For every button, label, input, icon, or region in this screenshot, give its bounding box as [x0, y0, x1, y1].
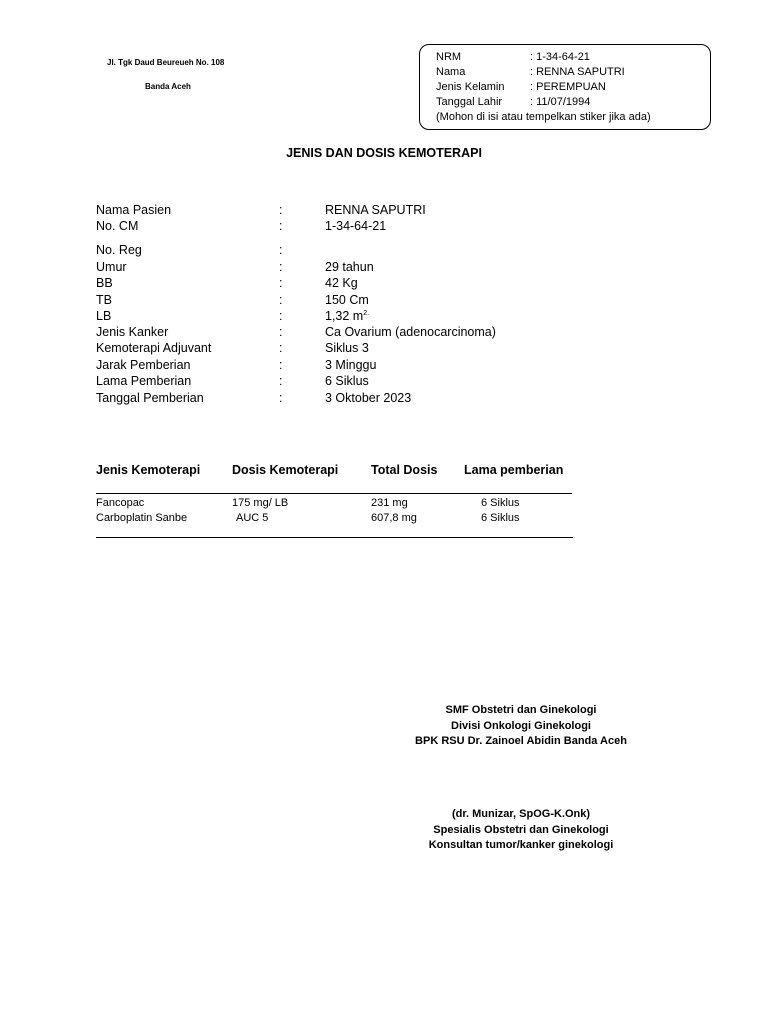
info-value: 3 Minggu: [325, 358, 377, 372]
info-value: RENNA SAPUTRI: [325, 203, 426, 217]
table-cell: AUC 5: [236, 512, 269, 524]
info-value-superscript: 2.: [363, 310, 370, 317]
document-title: JENIS DAN DOSIS KEMOTERAPI: [286, 146, 482, 160]
info-label: Jenis Kanker: [96, 325, 169, 339]
patient-box-row: [436, 95, 590, 110]
patient-box-label: Nama: [436, 66, 466, 78]
info-separator: :: [279, 276, 283, 290]
info-separator: :: [279, 358, 283, 372]
info-label: Lama Pemberian: [96, 374, 192, 388]
department-block: [380, 703, 662, 750]
patient-box-label: NRM: [436, 51, 462, 63]
patient-box-row: [436, 65, 625, 80]
patient-box-value: : PEREMPUAN: [530, 81, 606, 93]
table-top-rule: [96, 493, 572, 494]
info-value: 150 Cm: [325, 293, 369, 307]
table-header-jenis: Jenis Kemoterapi: [96, 463, 201, 477]
info-label: Tanggal Pemberian: [96, 391, 204, 405]
info-value-text: 1,32 m: [325, 309, 364, 323]
table-cell: 231 mg: [371, 497, 408, 509]
info-label: LB: [96, 309, 112, 323]
table-cell: 607,8 mg: [371, 512, 417, 524]
info-separator: :: [279, 203, 283, 217]
info-separator: :: [279, 374, 283, 388]
info-value: [325, 308, 369, 324]
info-label: Jarak Pemberian: [96, 358, 191, 372]
info-separator: :: [279, 309, 283, 323]
info-label: Kemoterapi Adjuvant: [96, 341, 212, 355]
info-separator: :: [279, 243, 283, 257]
info-value: Ca Ovarium (adenocarcinoma): [325, 325, 496, 339]
table-header-dosis: Dosis Kemoterapi: [232, 463, 339, 477]
patient-box-value: : RENNA SAPUTRI: [530, 66, 625, 78]
doctor-signature-block: [380, 807, 662, 854]
info-label: No. CM: [96, 219, 139, 233]
patient-box-label: Tanggal Lahir: [436, 96, 503, 108]
department-line: BPK RSU Dr. Zainoel Abidin Banda Aceh: [415, 735, 627, 747]
info-label: Nama Pasien: [96, 203, 172, 217]
patient-box-value: : 11/07/1994: [530, 96, 591, 108]
patient-box-value: : 1-34-64-21: [530, 51, 590, 63]
department-line: SMF Obstetri dan Ginekologi: [445, 704, 597, 716]
info-separator: :: [279, 391, 283, 405]
patient-box-label: Jenis Kelamin: [436, 81, 505, 93]
info-value: 29 tahun: [325, 260, 374, 274]
info-separator: :: [279, 293, 283, 307]
info-separator: :: [279, 260, 283, 274]
address-line-1: Jl. Tgk Daud Beureueh No. 108: [107, 58, 225, 67]
info-value: 1-34-64-21: [325, 219, 387, 233]
patient-box-note: (Mohon di isi atau tempelkan stiker jika ada): [436, 111, 651, 123]
table-cell: 6 Siklus: [481, 497, 520, 509]
table-cell: 175 mg/ LB: [232, 497, 289, 509]
table-header-total: Total Dosis: [371, 463, 438, 477]
info-label: BB: [96, 276, 113, 290]
info-separator: :: [279, 219, 283, 233]
table-bottom-rule: [96, 537, 573, 538]
table-header-lama: Lama pemberian: [464, 463, 564, 477]
doctor-name: (dr. Munizar, SpOG-K.Onk): [451, 808, 591, 820]
table-cell: Fancopac: [96, 497, 145, 509]
department-line: Divisi Onkologi Ginekologi: [451, 719, 591, 732]
table-cell: 6 Siklus: [481, 512, 520, 524]
info-label: No. Reg: [96, 243, 142, 257]
doctor-title: Spesialis Obstetri dan Ginekologi: [433, 823, 609, 836]
info-label: Umur: [96, 260, 127, 274]
patient-box-row: [436, 50, 590, 65]
info-value: Siklus 3: [325, 341, 369, 355]
doctor-title: Konsultan tumor/kanker ginekologi: [428, 839, 614, 851]
info-value: 42 Kg: [325, 276, 358, 290]
address-line-2: Banda Aceh: [145, 82, 191, 91]
patient-id-box: [419, 44, 711, 130]
table-cell: Carboplatin Sanbe: [96, 512, 188, 524]
info-value: 6 Siklus: [325, 374, 369, 388]
info-label: TB: [96, 293, 112, 307]
info-separator: :: [279, 341, 283, 355]
info-separator: :: [279, 325, 283, 339]
patient-box-row: [436, 80, 606, 95]
info-value: 3 Oktober 2023: [325, 391, 412, 405]
